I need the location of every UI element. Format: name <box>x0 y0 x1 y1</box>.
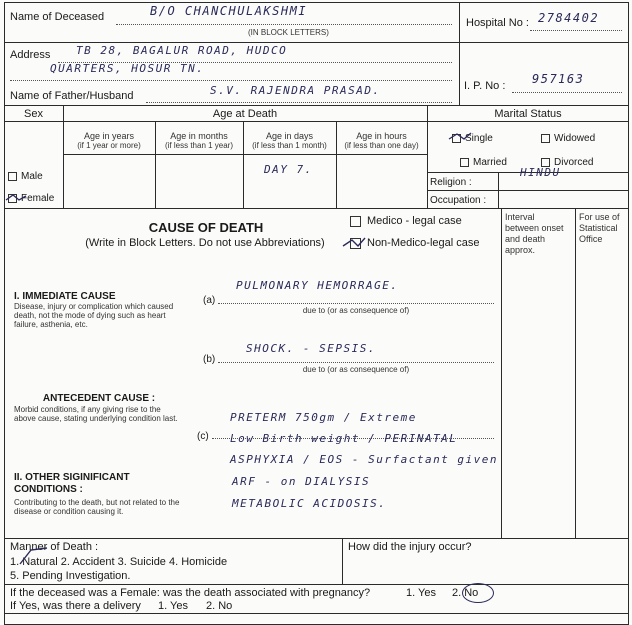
widowed-label: Widowed <box>554 133 596 144</box>
cause-a-line <box>218 303 494 304</box>
age-hours-label: Age in hours <box>356 131 407 141</box>
father-underline <box>146 102 452 103</box>
ip-no-underline <box>512 92 622 93</box>
cause-c-line-1: PRETERM 750gm / Extreme <box>230 411 417 424</box>
father-husband-value: S.V. RAJENDRA PRASAD. <box>210 84 381 97</box>
married-option[interactable] <box>460 156 507 169</box>
male-label: Male <box>21 171 43 182</box>
immediate-cause-title: I. IMMEDIATE CAUSE <box>14 291 116 302</box>
pregnancy-no[interactable]: 2. No <box>452 587 479 599</box>
occupation-line <box>427 190 629 191</box>
age-days-label: Age in days <box>265 131 314 141</box>
male-option[interactable] <box>8 170 43 183</box>
name-of-deceased-value: B/O CHANCHULAKSHMI <box>150 4 308 18</box>
non-medico-legal-option[interactable] <box>350 237 480 250</box>
ip-no-value: 957163 <box>532 72 585 86</box>
cause-b-line <box>218 362 494 363</box>
immediate-cause-desc: Disease, injury or complication which caused death, not the mode of dying such as heart failure, asthenia, etc. <box>14 302 174 329</box>
age-months-label: Age in months <box>170 131 228 141</box>
in-block-letters-note: (IN BLOCK LETTERS) <box>248 28 329 37</box>
father-husband-label: Name of Father/Husband <box>10 90 134 102</box>
manner-options: 1. Natural 2. Accident 3. Suicide 4. Homicide <box>10 556 228 568</box>
religion-label: Religion : <box>430 177 472 188</box>
other-conditions-desc: Contributing to the death, but not related to the disease or condition causing it. <box>14 498 180 516</box>
medico-legal-checkbox[interactable] <box>350 216 361 227</box>
hospital-no-underline <box>530 30 622 31</box>
pregnancy-no-circle <box>462 583 494 603</box>
natural-check-mark <box>18 546 48 568</box>
statistical-header: For use of Statistical Office <box>579 212 620 244</box>
age-days-note: (if less than 1 month) <box>252 141 327 150</box>
non-medico-legal-check-mark <box>342 236 366 250</box>
manner-of-death-label: Manner of Death : <box>10 541 99 553</box>
address-underline-2 <box>10 80 452 81</box>
pregnancy-yes[interactable]: 1. Yes <box>406 587 436 599</box>
cause-a-label: (a) <box>203 295 216 306</box>
age-at-death-header: Age at Death <box>212 108 278 120</box>
cause-c-line-3: ASPHYXIA / EOS - Surfactant given <box>230 453 499 466</box>
delivery-yes[interactable]: 1. Yes <box>158 600 188 612</box>
religion-value: HINDU <box>520 166 561 179</box>
age-years-label: Age in years <box>83 131 135 141</box>
other-conditions-title: II. OTHER SIGINIFICANT CONDITIONS : <box>14 472 130 495</box>
sex-header: Sex <box>24 108 43 120</box>
delivery-no[interactable]: 2. No <box>206 600 233 612</box>
cause-a-value: PULMONARY HEMORRAGE. <box>236 279 399 292</box>
injury-occur-label: How did the injury occur? <box>348 541 472 553</box>
age-hours-note: (if less than one day) <box>344 141 419 150</box>
medico-legal-label: Medico - legal case <box>367 215 462 227</box>
cause-subtitle: (Write in Block Letters. Do not use Abbreviations) <box>85 237 325 249</box>
pregnancy-question: If the deceased was a Female: was the death associated with pregnancy? <box>10 587 371 599</box>
address-line-1: TB 28, BAGALUR ROAD, HUDCO <box>76 44 288 57</box>
antecedent-cause-title: ANTECEDENT CAUSE : <box>42 393 156 404</box>
cause-b-label: (b) <box>203 354 216 365</box>
demographics-header-line <box>4 121 629 122</box>
cause-c-line-4: ARF - on DIALYSIS <box>232 475 371 488</box>
age-days-value: DAY 7. <box>264 163 313 176</box>
non-medico-legal-label: Non-Medico-legal case <box>367 237 480 249</box>
manner-divider <box>342 538 343 585</box>
hospital-no-value: 2784402 <box>538 11 600 25</box>
single-label: Single <box>465 133 493 144</box>
manner-options-pending: 5. Pending Investigation. <box>10 570 131 582</box>
religion-divider <box>498 172 499 209</box>
name-underline <box>116 24 452 25</box>
ip-no-label: I. P. No : <box>464 80 506 92</box>
bottom-cropped-row <box>4 613 629 625</box>
age-years-note: (if 1 year or more) <box>77 141 141 150</box>
widowed-option[interactable] <box>541 132 595 145</box>
cause-c-label: (c) <box>197 431 209 442</box>
age-subheader-line <box>63 154 427 155</box>
statistical-divider <box>575 208 576 539</box>
single-check-mark <box>448 131 472 143</box>
address-line-2: QUARTERS, HOSUR TN. <box>50 62 205 75</box>
interval-header: Interval between onset and death approx. <box>505 212 564 255</box>
interval-divider <box>501 208 502 539</box>
age-months-note: (if less than 1 year) <box>164 141 234 150</box>
divorced-label: Divorced <box>554 157 594 168</box>
marital-status-header: Marital Status <box>494 108 562 120</box>
delivery-question: If Yes, was there a delivery <box>10 600 141 612</box>
name-of-deceased-label: Name of Deceased <box>10 11 105 23</box>
married-checkbox[interactable] <box>460 158 469 167</box>
occupation-label: Occupation : <box>430 195 487 206</box>
male-checkbox[interactable] <box>8 172 17 181</box>
due-to-a: due to (or as consequence of) <box>302 306 410 315</box>
cause-b-value: SHOCK. - SEPSIS. <box>246 342 376 355</box>
married-label: Married <box>473 157 507 168</box>
female-label: Female <box>21 193 55 204</box>
cause-of-death-title: CAUSE OF DEATH <box>148 220 264 235</box>
antecedent-cause-desc: Morbid conditions, if any giving rise to the above cause, stating underlying condition last. <box>14 405 178 423</box>
female-check-mark <box>5 193 27 203</box>
widowed-checkbox[interactable] <box>541 134 550 143</box>
hospital-no-label: Hospital No : <box>466 17 529 29</box>
medico-legal-option[interactable] <box>350 215 462 228</box>
cause-c-line-5: METABOLIC ACIDOSIS. <box>232 497 387 510</box>
address-label: Address <box>10 49 51 61</box>
due-to-b: due to (or as consequence of) <box>302 365 410 374</box>
cause-c-line-2: Low Birth weight / PERINATAL <box>230 432 458 445</box>
